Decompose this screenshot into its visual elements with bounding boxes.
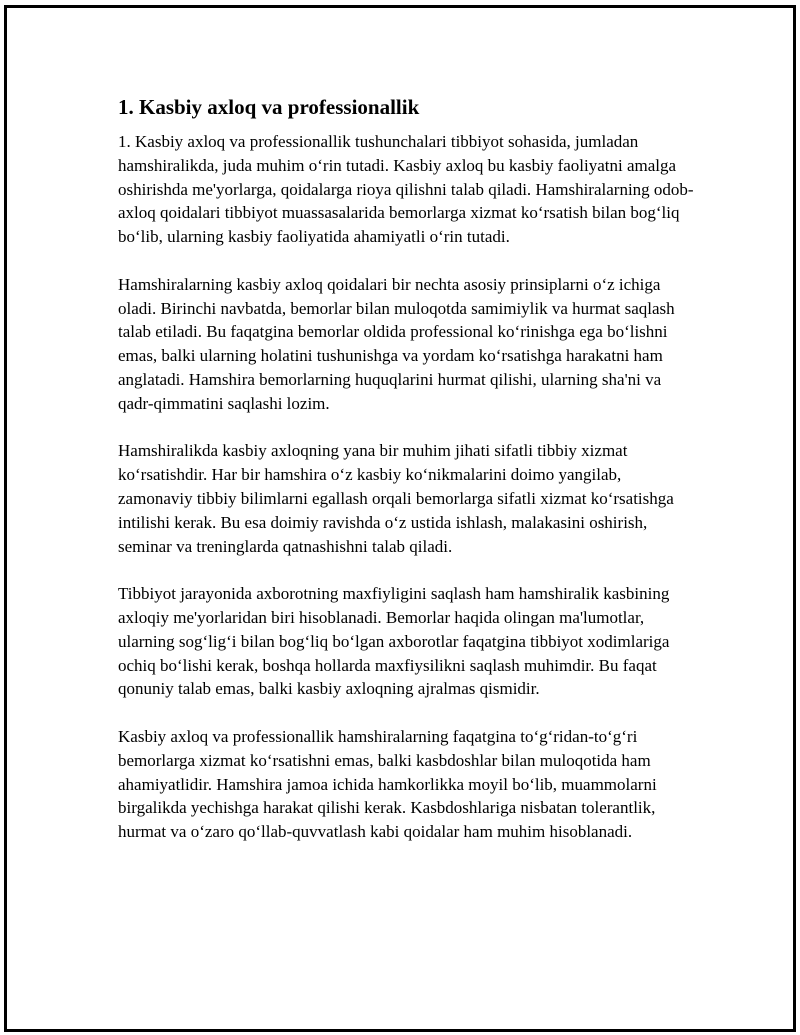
paragraph-5: Kasbiy axloq va professionallik hamshiralarning faqatgina to‘g‘ridan-to‘g‘ri bemorlarga xizmat ko‘rsatishni emas, balki kasbdoshlar bilan muloqotida ham ahamiyatlidir. Hamshira jamoa ichida hamkorlikka moyil bo‘lib, muammolarni birgalikda yechishga harakat qilishi kerak. Kasbdoshlariga nisbatan tolerantlik, hurmat va o‘zaro qo‘llab-quvvatlash kabi qoidalar ham muhim hisoblanadi. (118, 726, 657, 842)
paragraph-3: Hamshiralikda kasbiy axloqning yana bir muhim jihati sifatli tibbiy xizmat ko‘rsatishdir. Har bir hamshira o‘z kasbiy ko‘nikmalarini doimo yangilab, zamonaviy tibbiy bilimlarni egallash orqali bemorlarga sifatli xizmat ko‘rsatishga intilishi kerak. Bu esa doimiy ravishda o‘z ustida ishlash, malakasini oshirish, seminar va treninglarda qatnashishni talab qiladi. (118, 441, 674, 556)
paragraph-4: Tibbiyot jarayonida axborotning maxfiyligini saqlash ham hamshiralik kasbining axloqiy me'yorlaridan biri hisoblanadi. Bemorlar haqida olingan ma'lumotlar, ularning sog‘lig‘i bilan bog‘liq bo‘lgan axborotlar faqatgina tibbiyot xodimlariga ochiq bo‘lishi kerak, boshqa hollarda maxfiysilikni saqlash muhimdir. Bu faqat qonuniy talab emas, balki kasbiy axloqning ajralmas qismidir. (118, 584, 670, 699)
document-title: 1. Kasbiy axloq va professionallik (118, 95, 420, 119)
paragraph-2: Hamshiralarning kasbiy axloq qoidalari bir nechta asosiy prinsiplarni o‘z ichiga oladi. Birinchi navbatda, bemorlar bilan muloqotda samimiylik va hurmat saqlash talab etiladi. Bu faqatgina bemorlar oldida professional ko‘rinishga ega bo‘lishni emas, balki ularning holatini tushunishga va yordam ko‘rsatishga harakatni ham anglatadi. Hamshira bemorlarning huquqlarini hurmat qilishi, ularning sha'ni va qadr-qimmatini saqlashi lozim. (118, 274, 675, 413)
document-body (118, 93, 698, 868)
paragraph-1: 1. Kasbiy axloq va professionallik tushunchalari tibbiyot sohasida, jumladan hamshiralikda, juda muhim o‘rin tutadi. Kasbiy axloq bu kasbiy faoliyatni amalga oshirishda me'yorlarga, qoidalarga rioya qilishni talab qiladi. Hamshiralarning odob-axloq qoidalari tibbiyot muassasalarida bemorlarga xizmat ko‘rsatish bilan bog‘liq bo‘lib, ularning kasbiy faoliyatida ahamiyatli o‘rin tutadi. (118, 132, 694, 247)
